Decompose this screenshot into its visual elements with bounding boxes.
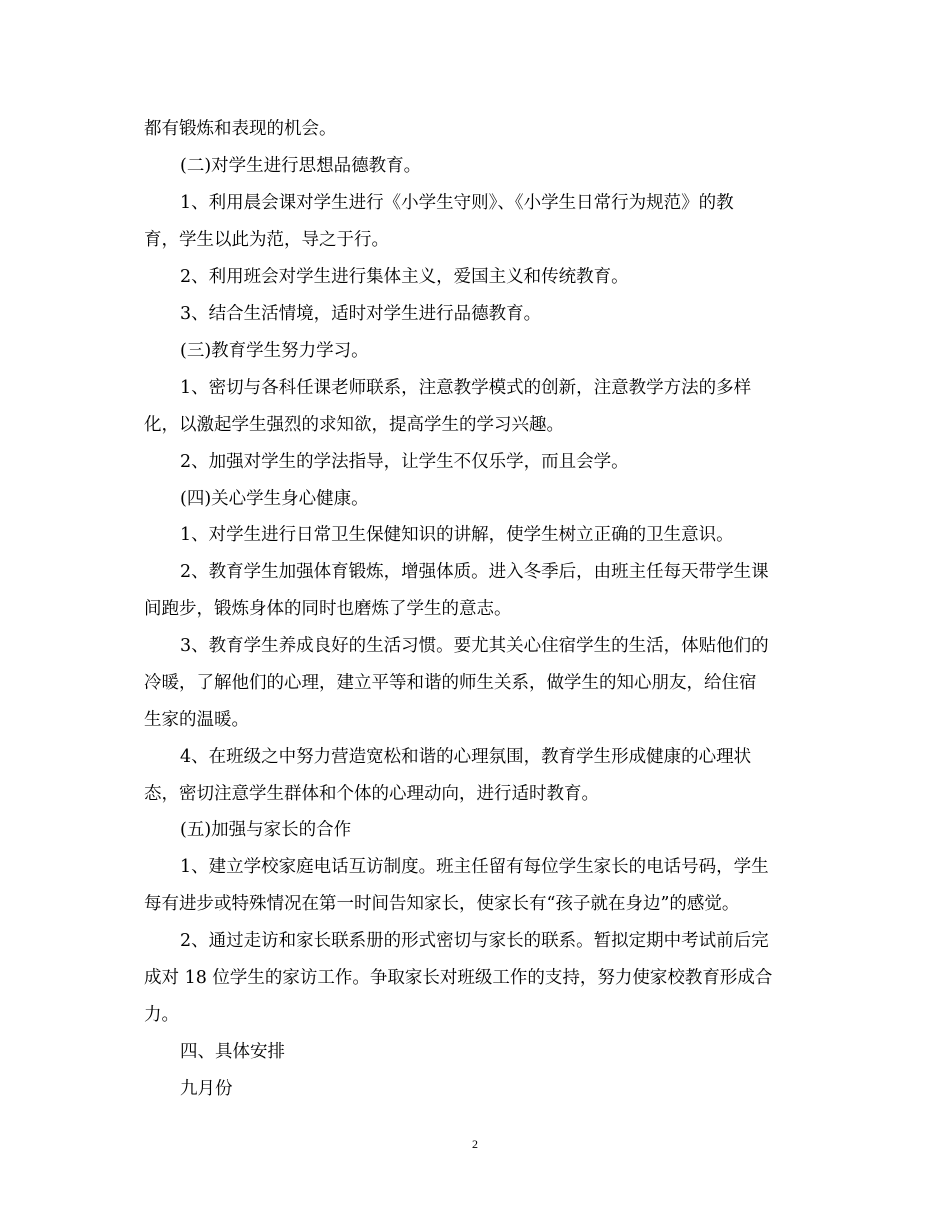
section-heading: (五)加强与家长的合作 bbox=[180, 820, 352, 840]
text-line: 冷暖，了解他们的心理，建立平等和谐的师生关系，做学生的知心朋友，给住宿 bbox=[144, 673, 757, 693]
section-heading: (三)教育学生努力学习。 bbox=[180, 341, 369, 361]
text-line: 态，密切注意学生群体和个体的心理动向，进行适时教育。 bbox=[144, 784, 599, 804]
text-line: 间跑步，锻炼身体的同时也磨炼了学生的意志。 bbox=[144, 599, 512, 619]
text-line: 3、结合生活情境，适时对学生进行品德教育。 bbox=[180, 304, 542, 324]
text-line: 育，学生以此为范，导之于行。 bbox=[144, 230, 389, 250]
section-heading: 四、具体安排 bbox=[180, 1042, 285, 1062]
text-line: 九月份 bbox=[180, 1079, 233, 1099]
text-line: 2、利用班会对学生进行集体主义，爱国主义和传统教育。 bbox=[180, 267, 629, 287]
text-line: 1、利用晨会课对学生进行《小学生守则》、《小学生日常行为规范》的教 bbox=[180, 193, 734, 213]
text-line: 成对 18 位学生的家访工作。争取家长对班级工作的支持，努力使家校教育形成合 bbox=[144, 968, 773, 988]
text-line: 每有进步或特殊情况在第一时间告知家长，使家长有“孩子就在身边”的感觉。 bbox=[144, 894, 740, 914]
text-line: 化，以激起学生强烈的求知欲，提高学生的学习兴趣。 bbox=[144, 415, 564, 435]
page-number: 2 bbox=[472, 1137, 478, 1151]
text-line: 2、加强对学生的学法指导，让学生不仅乐学，而且会学。 bbox=[180, 452, 629, 472]
text-line: 4、在班级之中努力营造宽松和谐的心理氛围，教育学生形成健康的心理状 bbox=[180, 747, 752, 767]
section-heading: (四)关心学生身心健康。 bbox=[180, 489, 369, 509]
text-line: 2、通过走访和家长联系册的形式密切与家长的联系。暂拟定期中考试前后完 bbox=[180, 931, 769, 951]
text-line: 2、教育学生加强体育锻炼，增强体质。进入冬季后，由班主任每天带学生课 bbox=[180, 562, 769, 582]
text-line: 1、对学生进行日常卫生保健知识的讲解，使学生树立正确的卫生意识。 bbox=[180, 525, 734, 545]
text-line: 都有锻炼和表现的机会。 bbox=[144, 119, 337, 139]
text-line: 力。 bbox=[144, 1005, 179, 1025]
text-line: 3、教育学生养成良好的生活习惯。要尤其关心住宿学生的生活，体贴他们的 bbox=[180, 636, 769, 656]
section-heading: (二)对学生进行思想品德教育。 bbox=[180, 156, 422, 176]
text-line: 1、建立学校家庭电话互访制度。班主任留有每位学生家长的电话号码，学生 bbox=[180, 857, 769, 877]
text-line: 生家的温暖。 bbox=[144, 710, 249, 730]
text-line: 1、密切与各科任课老师联系，注意教学模式的创新，注意教学方法的多样 bbox=[180, 378, 752, 398]
